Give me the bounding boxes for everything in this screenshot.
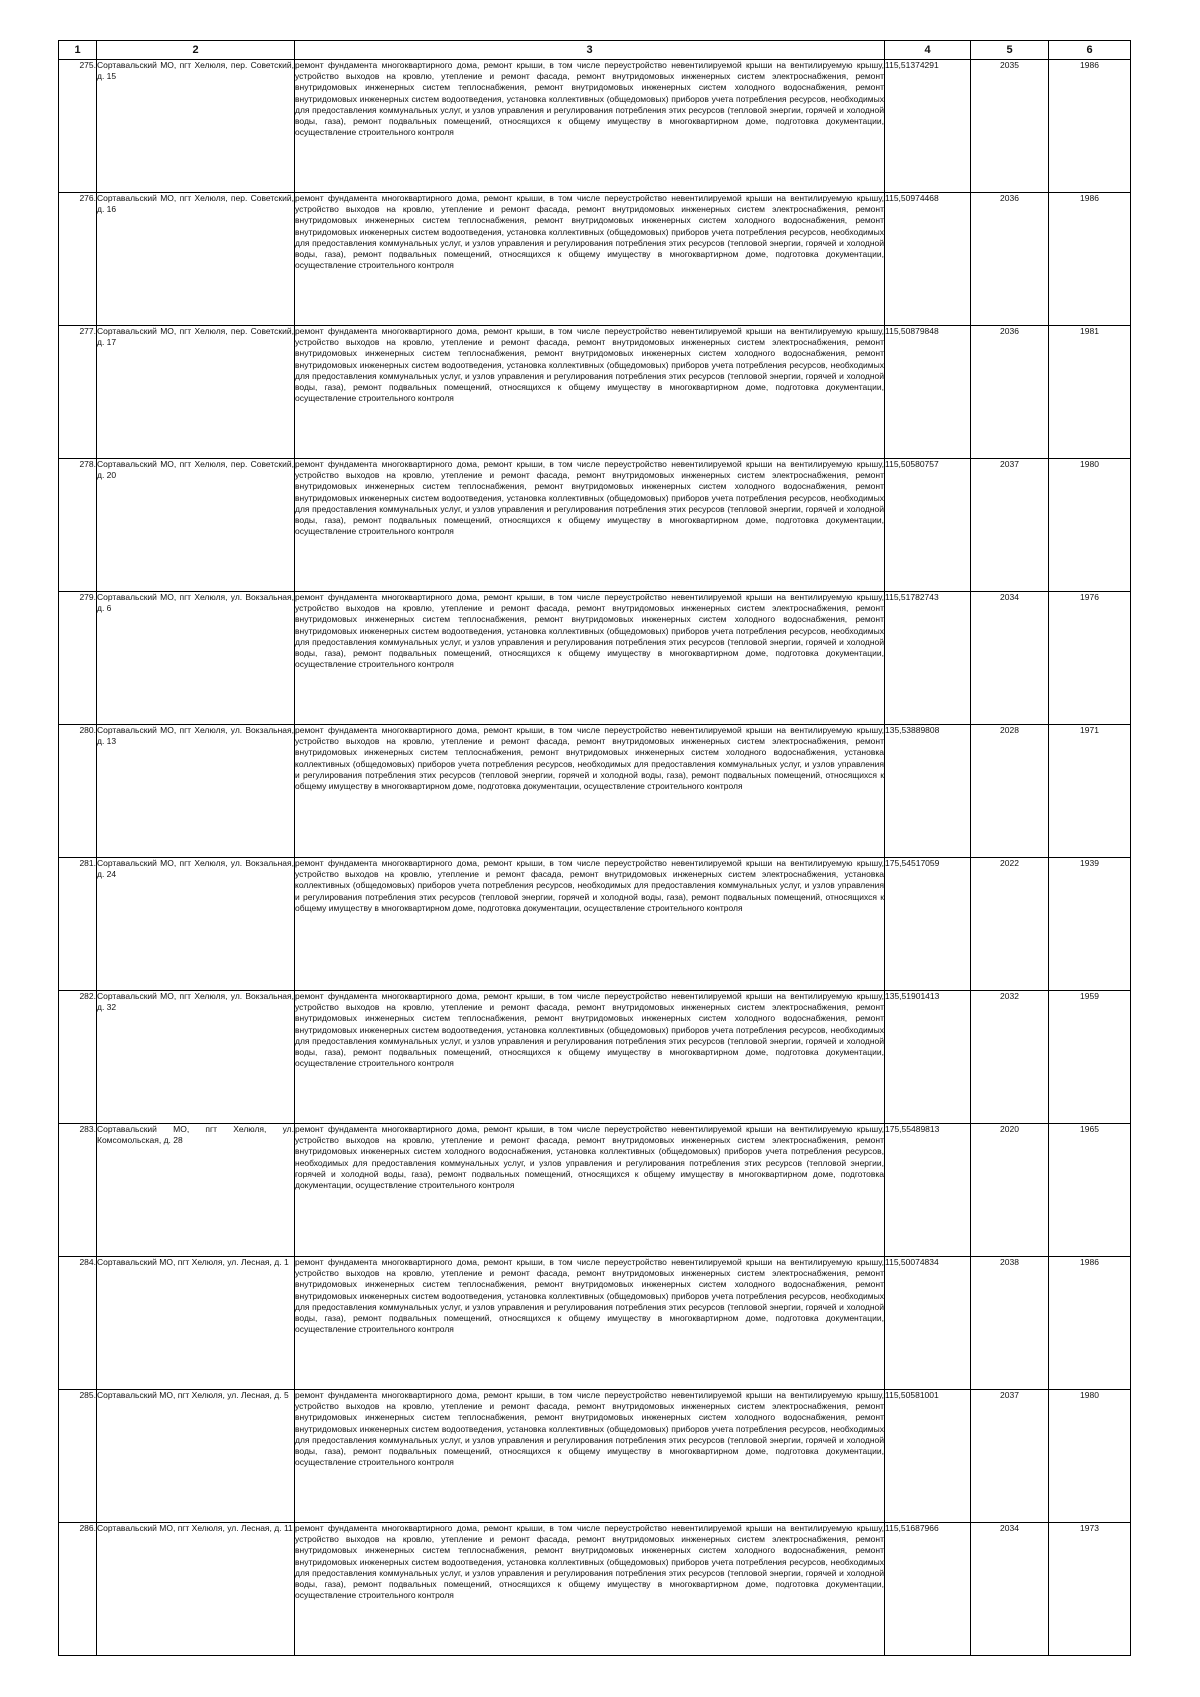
built-year-cell: 1980: [1049, 459, 1131, 592]
built-year-cell: 1973: [1049, 1523, 1131, 1656]
table-row: [59, 60, 1131, 193]
row-number: 281.: [59, 858, 97, 991]
row-number: 285.: [59, 1390, 97, 1523]
header-col-5: 5: [971, 41, 1049, 60]
cost-cell: 115,50074834: [885, 1257, 971, 1390]
cost-cell: 115,50974468: [885, 193, 971, 326]
address-cell: Сортавальский МО, пгт Хелюля, ул. Лесная, д. 5: [97, 1390, 295, 1523]
repair-year-cell: 2028: [971, 725, 1049, 858]
address-cell: Сортавальский МО, пгт Хелюля, пер. Советский, д. 17: [97, 326, 295, 459]
cost-cell: 115,50581001: [885, 1390, 971, 1523]
header-col-4: 4: [885, 41, 971, 60]
table-row: [59, 1257, 1131, 1390]
cost-cell: 135,51901413: [885, 991, 971, 1124]
table-row: [59, 858, 1131, 991]
cost-cell: 115,50879848: [885, 326, 971, 459]
row-number: 284.: [59, 1257, 97, 1390]
cost-cell: 135,53889808: [885, 725, 971, 858]
address-cell: Сортавальский МО, пгт Хелюля, ул. Вокзальная, д. 6: [97, 592, 295, 725]
works-cell: ремонт фундамента многоквартирного дома, ремонт крыши, в том числе переустройство невентилируемой крыши на вентилируемую крышу, устройство выходов на кровлю, утепление и ремонт фасада, ремонт внутридомовых инженерных систем электроснабжения, ремонт внутридомовых инженерных систем теплоснабжения, ремонт внутридомовых инженерных систем холодного водоснабжения, ремонт внутридомовых инженерных систем водоотведения, установка коллективных (общедомовых) приборов учета потребления ресурсов, необходимых для предоставления коммунальных услуг, и узлов управления и регулирования потребления этих ресурсов (тепловой энергии, горячей и холодной воды, газа), ремонт подвальных помещений, относящихся к общему имуществу в многоквартирном доме, подготовка документации, осуществление строительного контроля: [295, 1523, 885, 1656]
works-cell: ремонт фундамента многоквартирного дома, ремонт крыши, в том числе переустройство невентилируемой крыши на вентилируемую крышу, устройство выходов на кровлю, утепление и ремонт фасада, ремонт внутридомовых инженерных систем электроснабжения, ремонт внутридомовых инженерных систем теплоснабжения, ремонт внутридомовых инженерных систем холодного водоснабжения, ремонт внутридомовых инженерных систем водоотведения, установка коллективных (общедомовых) приборов учета потребления ресурсов, необходимых для предоставления коммунальных услуг, и узлов управления и регулирования потребления этих ресурсов (тепловой энергии, горячей и холодной воды, газа), ремонт подвальных помещений, относящихся к общему имуществу в многоквартирном доме, подготовка документации, осуществление строительного контроля: [295, 193, 885, 326]
address-cell: Сортавальский МО, пгт Хелюля, пер. Советский, д. 16: [97, 193, 295, 326]
built-year-cell: 1986: [1049, 60, 1131, 193]
built-year-cell: 1980: [1049, 1390, 1131, 1523]
repair-year-cell: 2035: [971, 60, 1049, 193]
built-year-cell: 1976: [1049, 592, 1131, 725]
built-year-cell: 1986: [1049, 1257, 1131, 1390]
repair-year-cell: 2032: [971, 991, 1049, 1124]
address-cell: Сортавальский МО, пгт Хелюля, пер. Советский, д. 20: [97, 459, 295, 592]
built-year-cell: 1971: [1049, 725, 1131, 858]
row-number: 279.: [59, 592, 97, 725]
repair-year-cell: 2036: [971, 193, 1049, 326]
works-cell: ремонт фундамента многоквартирного дома, ремонт крыши, в том числе переустройство невентилируемой крыши на вентилируемую крышу, устройство выходов на кровлю, утепление и ремонт фасада, ремонт внутридомовых инженерных систем электроснабжения, ремонт внутридомовых инженерных систем теплоснабжения, ремонт внутридомовых инженерных систем холодного водоснабжения, ремонт внутридомовых инженерных систем водоотведения, установка коллективных (общедомовых) приборов учета потребления ресурсов, необходимых для предоставления коммунальных услуг, и узлов управления и регулирования потребления этих ресурсов (тепловой энергии, горячей и холодной воды, газа), ремонт подвальных помещений, относящихся к общему имуществу в многоквартирном доме, подготовка документации, осуществление строительного контроля: [295, 1257, 885, 1390]
row-number: 283.: [59, 1124, 97, 1257]
capital-repair-table: [58, 40, 1131, 1656]
works-cell: ремонт фундамента многоквартирного дома, ремонт крыши, в том числе переустройство невентилируемой крыши на вентилируемую крышу, устройство выходов на кровлю, утепление и ремонт фасада, ремонт внутридомовых инженерных систем электроснабжения, ремонт внутридомовых инженерных систем холодного водоснабжения, установка коллективных (общедомовых) приборов учета потребления ресурсов, необходимых для предоставления коммунальных услуг, и узлов управления и регулирования потребления этих ресурсов (тепловой энергии, горячей и холодной воды, газа), ремонт подвальных помещений, относящихся к общему имуществу в многоквартирном доме, подготовка документации, осуществление строительного контроля: [295, 1124, 885, 1257]
address-cell: Сортавальский МО, пгт Хелюля, ул. Вокзальная, д. 24: [97, 858, 295, 991]
address-cell: Сортавальский МО, пгт Хелюля, ул. Лесная, д. 11: [97, 1523, 295, 1656]
table-row: [59, 592, 1131, 725]
repair-year-cell: 2036: [971, 326, 1049, 459]
row-number: 278.: [59, 459, 97, 592]
works-cell: ремонт фундамента многоквартирного дома, ремонт крыши, в том числе переустройство невентилируемой крыши на вентилируемую крышу, устройство выходов на кровлю, утепление и ремонт фасада, ремонт внутридомовых инженерных систем электроснабжения, ремонт внутридомовых инженерных систем теплоснабжения, ремонт внутридомовых инженерных систем холодного водоснабжения, ремонт внутридомовых инженерных систем водоотведения, установка коллективных (общедомовых) приборов учета потребления ресурсов, необходимых для предоставления коммунальных услуг, и узлов управления и регулирования потребления этих ресурсов (тепловой энергии, горячей и холодной воды, газа), ремонт подвальных помещений, относящихся к общему имуществу в многоквартирном доме, подготовка документации, осуществление строительного контроля: [295, 326, 885, 459]
table-row: [59, 1390, 1131, 1523]
cost-cell: 115,51374291: [885, 60, 971, 193]
works-cell: ремонт фундамента многоквартирного дома, ремонт крыши, в том числе переустройство невентилируемой крыши на вентилируемую крышу, устройство выходов на кровлю, утепление и ремонт фасада, ремонт внутридомовых инженерных систем электроснабжения, ремонт внутридомовых инженерных систем теплоснабжения, ремонт внутридомовых инженерных систем холодного водоснабжения, ремонт внутридомовых инженерных систем водоотведения, установка коллективных (общедомовых) приборов учета потребления ресурсов, необходимых для предоставления коммунальных услуг, и узлов управления и регулирования потребления этих ресурсов (тепловой энергии, горячей и холодной воды, газа), ремонт подвальных помещений, относящихся к общему имуществу в многоквартирном доме, подготовка документации, осуществление строительного контроля: [295, 592, 885, 725]
built-year-cell: 1986: [1049, 193, 1131, 326]
row-number: 276.: [59, 193, 97, 326]
built-year-cell: 1939: [1049, 858, 1131, 991]
address-cell: Сортавальский МО, пгт Хелюля, ул. Вокзальная, д. 32: [97, 991, 295, 1124]
row-number: 277.: [59, 326, 97, 459]
works-cell: ремонт фундамента многоквартирного дома, ремонт крыши, в том числе переустройство невентилируемой крыши на вентилируемую крышу, устройство выходов на кровлю, утепление и ремонт фасада, ремонт внутридомовых инженерных систем электроснабжения, ремонт внутридомовых инженерных систем теплоснабжения, ремонт внутридомовых инженерных систем холодного водоснабжения, установка коллективных (общедомовых) приборов учета потребления ресурсов, необходимых для предоставления коммунальных услуг, и узлов управления и регулирования потребления этих ресурсов (тепловой энергии, горячей и холодной воды, газа), ремонт подвальных помещений, относящихся к общему имуществу в многоквартирном доме, подготовка документации, осуществление строительного контроля: [295, 725, 885, 858]
cost-cell: 115,51687966: [885, 1523, 971, 1656]
built-year-cell: 1981: [1049, 326, 1131, 459]
table-row: [59, 1523, 1131, 1656]
address-cell: Сортавальский МО, пгт Хелюля, пер. Советский, д. 15: [97, 60, 295, 193]
header-col-3: 3: [295, 41, 885, 60]
repair-year-cell: 2038: [971, 1257, 1049, 1390]
cost-cell: 175,54517059: [885, 858, 971, 991]
header-col-1: 1: [59, 41, 97, 60]
repair-year-cell: 2022: [971, 858, 1049, 991]
table-row: [59, 991, 1131, 1124]
table-row: [59, 1124, 1131, 1257]
built-year-cell: 1959: [1049, 991, 1131, 1124]
header-col-6: 6: [1049, 41, 1131, 60]
table-row: [59, 326, 1131, 459]
row-number: 280.: [59, 725, 97, 858]
address-cell: Сортавальский МО, пгт Хелюля, ул. Комсомольская, д. 28: [97, 1124, 295, 1257]
row-number: 275.: [59, 60, 97, 193]
repair-year-cell: 2037: [971, 459, 1049, 592]
cost-cell: 175,55489813: [885, 1124, 971, 1257]
works-cell: ремонт фундамента многоквартирного дома, ремонт крыши, в том числе переустройство невентилируемой крыши на вентилируемую крышу, устройство выходов на кровлю, утепление и ремонт фасада, ремонт внутридомовых инженерных систем электроснабжения, ремонт внутридомовых инженерных систем теплоснабжения, ремонт внутридомовых инженерных систем холодного водоснабжения, ремонт внутридомовых инженерных систем водоотведения, установка коллективных (общедомовых) приборов учета потребления ресурсов, необходимых для предоставления коммунальных услуг, и узлов управления и регулирования потребления этих ресурсов (тепловой энергии, горячей и холодной воды, газа), ремонт подвальных помещений, относящихся к общему имуществу в многоквартирном доме, подготовка документации, осуществление строительного контроля: [295, 60, 885, 193]
works-cell: ремонт фундамента многоквартирного дома, ремонт крыши, в том числе переустройство невентилируемой крыши на вентилируемую крышу, устройство выходов на кровлю, утепление и ремонт фасада, ремонт внутридомовых инженерных систем электроснабжения, ремонт внутридомовых инженерных систем теплоснабжения, ремонт внутридомовых инженерных систем холодного водоснабжения, ремонт внутридомовых инженерных систем водоотведения, установка коллективных (общедомовых) приборов учета потребления ресурсов, необходимых для предоставления коммунальных услуг, и узлов управления и регулирования потребления этих ресурсов (тепловой энергии, горячей и холодной воды, газа), ремонт подвальных помещений, относящихся к общему имуществу в многоквартирном доме, подготовка документации, осуществление строительного контроля: [295, 1390, 885, 1523]
repair-year-cell: 2037: [971, 1390, 1049, 1523]
table-row: [59, 193, 1131, 326]
repair-year-cell: 2020: [971, 1124, 1049, 1257]
works-cell: ремонт фундамента многоквартирного дома, ремонт крыши, в том числе переустройство невентилируемой крыши на вентилируемую крышу, устройство выходов на кровлю, утепление и ремонт фасада, ремонт внутридомовых инженерных систем электроснабжения, установка коллективных (общедомовых) приборов учета потребления ресурсов, необходимых для предоставления коммунальных услуг, и узлов управления и регулирования потребления этих ресурсов (тепловой энергии, горячей и холодной воды, газа), ремонт подвальных помещений, относящихся к общему имуществу в многоквартирном доме, подготовка документации, осуществление строительного контроля: [295, 858, 885, 991]
works-cell: ремонт фундамента многоквартирного дома, ремонт крыши, в том числе переустройство невентилируемой крыши на вентилируемую крышу, устройство выходов на кровлю, утепление и ремонт фасада, ремонт внутридомовых инженерных систем электроснабжения, ремонт внутридомовых инженерных систем теплоснабжения, ремонт внутридомовых инженерных систем холодного водоснабжения, ремонт внутридомовых инженерных систем водоотведения, установка коллективных (общедомовых) приборов учета потребления ресурсов, необходимых для предоставления коммунальных услуг, и узлов управления и регулирования потребления этих ресурсов (тепловой энергии, горячей и холодной воды, газа), ремонт подвальных помещений, относящихся к общему имуществу в многоквартирном доме, подготовка документации, осуществление строительного контроля: [295, 459, 885, 592]
works-cell: ремонт фундамента многоквартирного дома, ремонт крыши, в том числе переустройство невентилируемой крыши на вентилируемую крышу, устройство выходов на кровлю, утепление и ремонт фасада, ремонт внутридомовых инженерных систем электроснабжения, ремонт внутридомовых инженерных систем теплоснабжения, ремонт внутридомовых инженерных систем холодного водоснабжения, ремонт внутридомовых инженерных систем водоотведения, установка коллективных (общедомовых) приборов учета потребления ресурсов, необходимых для предоставления коммунальных услуг, и узлов управления и регулирования потребления этих ресурсов (тепловой энергии, горячей и холодной воды, газа), ремонт подвальных помещений, относящихся к общему имуществу в многоквартирном доме, подготовка документации, осуществление строительного контроля: [295, 991, 885, 1124]
table-row: [59, 725, 1131, 858]
table-body: [59, 60, 1131, 1656]
repair-year-cell: 2034: [971, 592, 1049, 725]
row-number: 286.: [59, 1523, 97, 1656]
table-row: [59, 459, 1131, 592]
header-row: [59, 41, 1131, 60]
built-year-cell: 1965: [1049, 1124, 1131, 1257]
address-cell: Сортавальский МО, пгт Хелюля, ул. Лесная, д. 1: [97, 1257, 295, 1390]
address-cell: Сортавальский МО, пгт Хелюля, ул. Вокзальная, д. 13: [97, 725, 295, 858]
repair-year-cell: 2034: [971, 1523, 1049, 1656]
row-number: 282.: [59, 991, 97, 1124]
header-col-2: 2: [97, 41, 295, 60]
cost-cell: 115,51782743: [885, 592, 971, 725]
cost-cell: 115,50580757: [885, 459, 971, 592]
